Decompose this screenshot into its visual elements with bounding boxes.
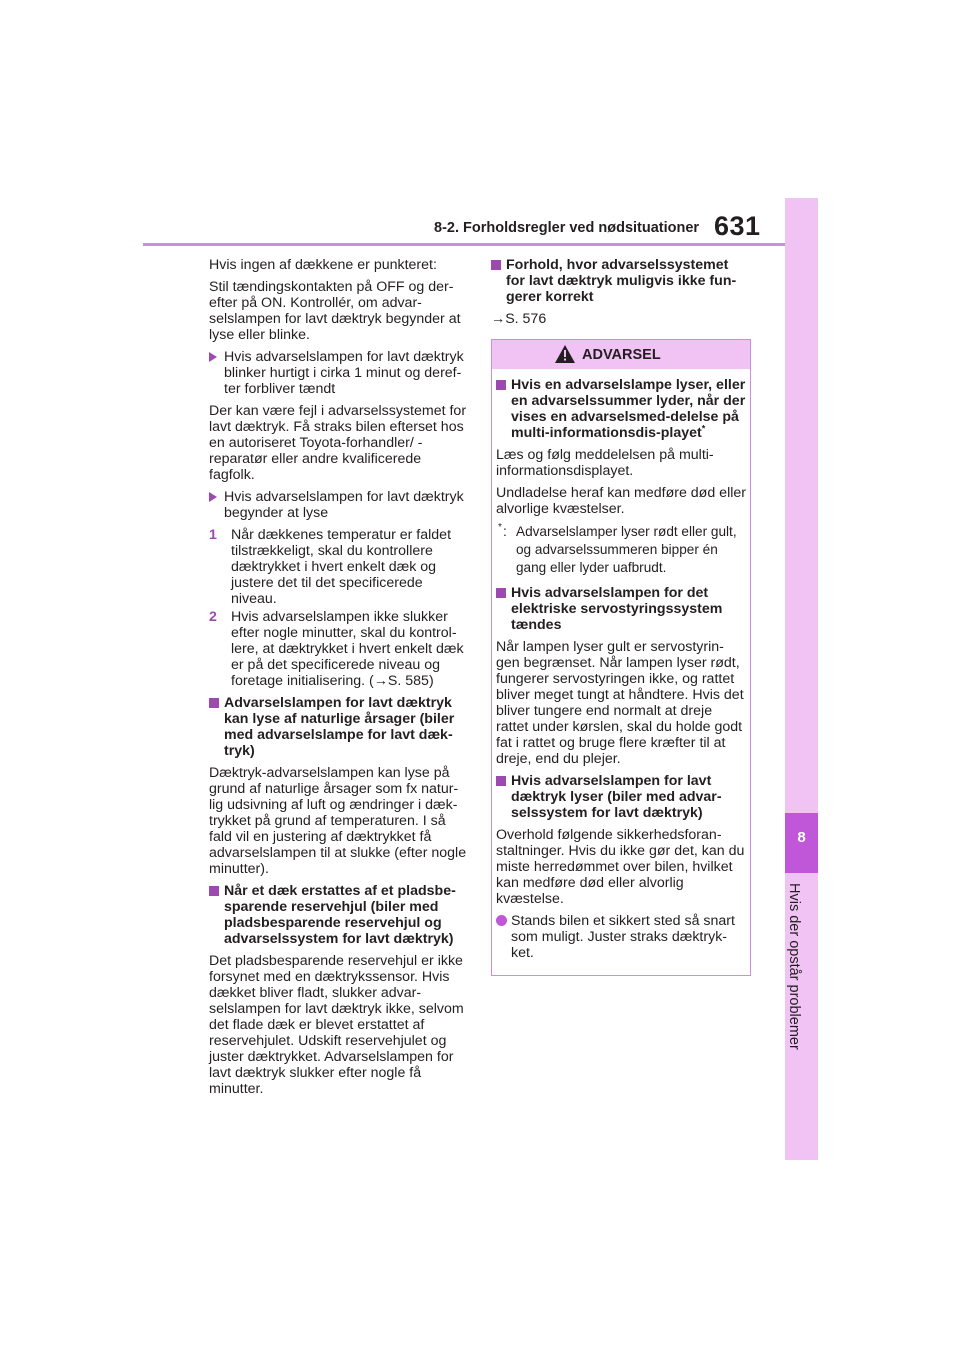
subheading: [491, 257, 751, 305]
warning-bullet-item: [496, 913, 746, 961]
square-bullet-icon: [496, 380, 506, 390]
subheading-text: Forhold, hvor advarselssystemet for lavt dæktryk muligvis ikke fun-gerer korrekt: [506, 257, 737, 305]
square-bullet-icon: [209, 698, 219, 708]
paragraph: Overhold følgende sikkerhedsforan-staltninger. Hvis du ikke gør det, kan du miste herredømmet over bilen, hvilket kan medføre død eller alvorlig kvæstelse.: [496, 827, 745, 907]
square-bullet-icon: [496, 776, 506, 786]
warning-subheading: [496, 377, 746, 441]
triangle-bullet-icon: [209, 492, 217, 502]
intro-text: Hvis ingen af dækkene er punkteret:: [209, 257, 437, 273]
left-column: [209, 257, 467, 1103]
square-bullet-icon: [496, 588, 506, 598]
warning-triangle-icon: [555, 345, 575, 363]
step-item: [209, 527, 467, 607]
warning-title: ADVARSEL: [582, 347, 661, 363]
paragraph: Når lampen lyser gult er servostyrin-gen begrænset. Når lampen lyser rødt, fungerer servostyringen ikke, og rattet bliver meget tungt at håndtere. Hvis det bliver tungere end normalt at dreje rattet under kørslen, skal du holde godt fat i rattet og bruge flere kræfter til at dreje, end du plejer.: [496, 639, 744, 767]
chapter-title: Hvis der opstår problemer: [786, 883, 802, 1050]
square-bullet-icon: [209, 886, 219, 896]
chapter-number: 8: [797, 829, 806, 846]
square-bullet-icon: [491, 260, 501, 270]
paragraph: Det pladsbesparende reservehjul er ikke forsynet med en dæktrykssensor. Hvis dækket bliver fladt, slukker advar-selslampen for lavt dæktryk ikke, selvom det flade dæk er blevet erstattet af reservehjulet. Udskift reservehjulet og juster dæktrykket. Advarselslampen for lavt dæktryk slukker efter nogle få minutter.: [209, 953, 464, 1097]
warning-header: [492, 340, 750, 369]
step-item: [209, 609, 467, 689]
warning-subheading-text: Hvis advarselslampen for det elektriske servostyringssystem tændes: [511, 585, 723, 633]
step-text: Når dækkenes temperatur er faldet tilstrækkeligt, skal du kontrollere dæktrykket i hvert enkelt dæk og justere det til det specificerede niveau.: [231, 527, 452, 607]
paragraph: Undladelse heraf kan medføre død eller alvorlige kvæstelser.: [496, 485, 746, 517]
warning-subheading: [496, 585, 746, 633]
warning-body: [492, 369, 750, 975]
triangle-bullet-icon: [209, 352, 217, 362]
warning-subheading-text: Hvis advarselslampen for lavt dæktryk lyser (biler med advar-selssystem for lavt dæktryk): [511, 773, 722, 821]
subheading: [209, 883, 467, 947]
paragraph: Der kan være fejl i advarselssystemet for lavt dæktryk. Få straks bilen efterset hos en autoriseret Toyota-forhandler/ -reparatør eller andre kvalificerede fagfolk.: [209, 403, 467, 483]
subheading-text: Når et dæk erstattes af et pladsbe-sparende reservehjul (biler med pladsbesparende reservehjul og advarselssystem for lavt dæktryk): [224, 883, 456, 947]
footnote: [496, 523, 746, 577]
header-divider: [143, 243, 785, 246]
step-text: Hvis advarselslampen ikke slukker efter nogle minutter, skal du kontrol-lere, at dæktrykket i hvert enkelt dæk er på det specificerede niveau og foretage initialisering. (→S. 585): [231, 609, 464, 689]
page-reference[interactable]: →S. 576: [491, 311, 547, 327]
subheading: [209, 695, 467, 759]
warning-subheading-text: Hvis en advarselslampe lyser, eller en advarselssummer lyder, når der vises en advarselsmed-delelse på multi-informationsdis-playet: [511, 377, 746, 441]
footnote-marker: *: [498, 522, 502, 533]
paragraph: Dæktryk-advarselslampen kan lyse på grund af naturlige årsager som fx natur-lig udsivning af luft og ændringer i dæk-trykket på grund af temperaturen. I så fald vil en justering af dæktrykket få advarselslampen til at slukke (efter nogle minutter).: [209, 765, 467, 877]
section-title: 8-2. Forholdsregler ved nødsituationer: [434, 220, 700, 236]
page-number: 631: [714, 211, 761, 241]
condition-item: [209, 489, 467, 521]
warning-box: [491, 339, 751, 976]
condition-text: Hvis advarselslampen for lavt dæktryk blinker hurtigt i cirka 1 minut og deref-ter forbliver tændt: [224, 349, 464, 397]
circle-bullet-icon: [496, 915, 507, 926]
paragraph: Stil tændingskontakten på OFF og der-efter på ON. Kontrollér, om advar-selslampen for lavt dæktryk begynder at lyse eller blinke.: [209, 279, 461, 343]
subheading-text: Advarselslampen for lavt dæktryk kan lyse af naturlige årsager (biler med advarselslampe for lavt dæk-tryk): [224, 695, 455, 759]
footnote-text: Advarselslamper lyser rødt eller gult, og advarselssummeren bipper én gang eller lyder uafbrudt.: [516, 524, 737, 575]
step-number: 2: [209, 609, 217, 625]
condition-text: Hvis advarselslampen for lavt dæktryk begynder at lyse: [224, 489, 464, 521]
warning-subheading: [496, 773, 746, 821]
bullet-text: Stands bilen et sikkert sted så snart som muligt. Juster straks dæktryk-ket.: [511, 913, 735, 961]
right-column: [491, 257, 751, 976]
paragraph: Læs og følg meddelelsen på multi-informationsdisplayet.: [496, 447, 714, 479]
step-number: 1: [209, 527, 217, 543]
footnote-marker: *: [701, 423, 706, 434]
footnote-colon: :: [503, 524, 507, 539]
condition-item: [209, 349, 467, 397]
